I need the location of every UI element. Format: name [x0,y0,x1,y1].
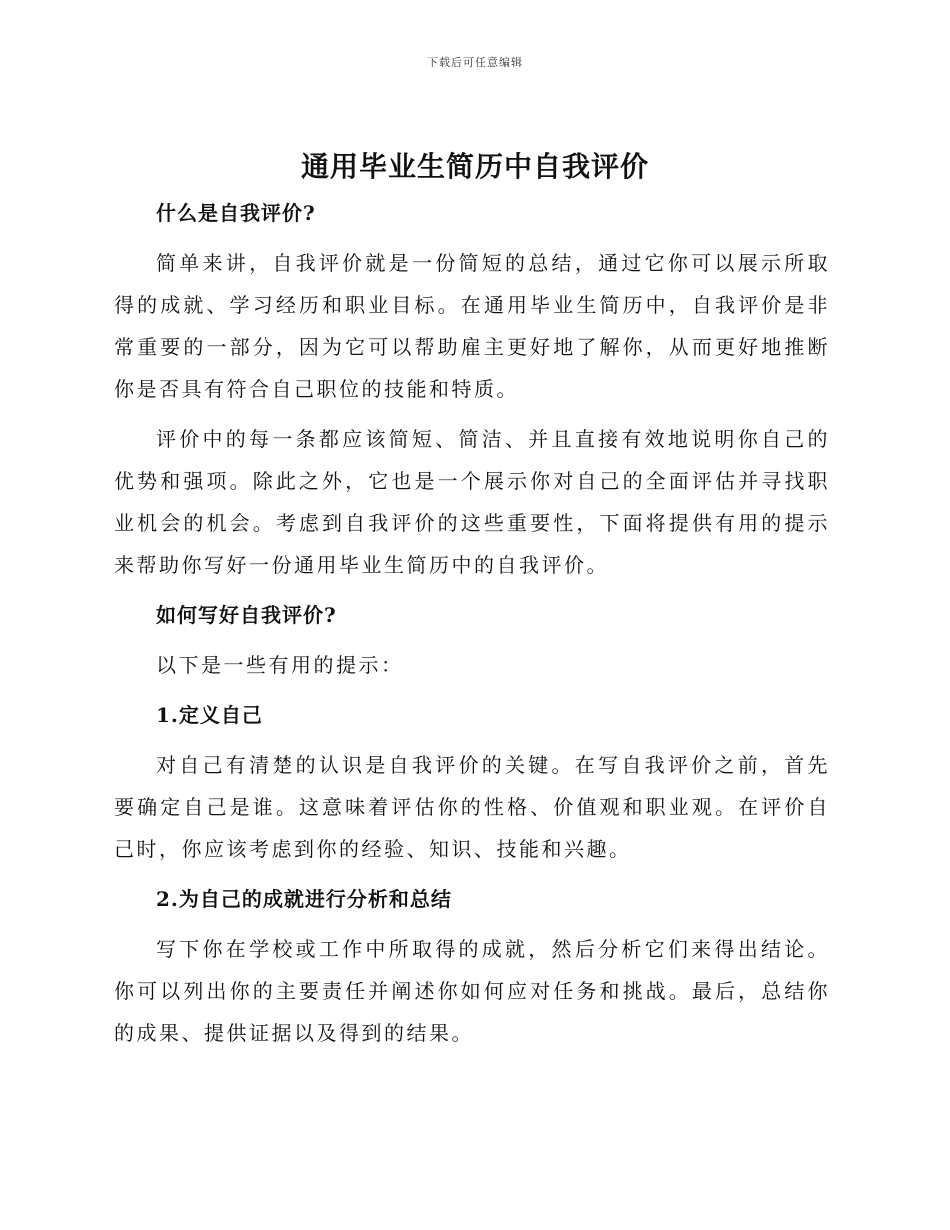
paragraph-definition: 简单来讲，自我评价就是一份简短的总结，通过它你可以展示所取得的成就、学习经历和职业目标。在通用毕业生简历中，自我评价是非常重要的一部分，因为它可以帮助雇主更好地了解你，从而更好地推断你是否具有符合自己职位的技能和特质。 [114,251,830,401]
paragraph-tips-intro: 以下是一些有用的提示： [156,653,404,677]
document-body [114,192,830,1062]
tip-heading-define-yourself: 1.定义自己 [156,703,263,727]
document-title: 通用毕业生简历中自我评价 [300,150,649,183]
tip-heading-analyze-achievements: 2.为自己的成就进行分析和总结 [156,887,452,911]
tip-body-analyze-achievements: 写下你在学校或工作中所取得的成就，然后分析它们来得出结论。你可以列出你的主要责任并阐述你如何应对任务和挑战。最后，总结你的成果、提供证据以及得到的结果。 [114,937,830,1045]
tip-body-define-yourself: 对自己有清楚的认识是自我评价的关键。在写自我评价之前，首先要确定自己是谁。这意味着评估你的性格、价值观和职业观。在评价自己时，你应该考虑到你的经验、知识、技能和兴趣。 [114,753,830,861]
section-heading-how-to: 如何写好自我评价? [156,603,337,627]
page-header-note: 下载后可任意编辑 [427,56,523,69]
paragraph-importance: 评价中的每一条都应该简短、简洁、并且直接有效地说明你自己的优势和强项。除此之外，它也是一个展示你对自己的全面评估并寻找职业机会的机会。考虑到自我评价的这些重要性，下面将提供有用的提示来帮助你写好一份通用毕业生简历中的自我评价。 [114,427,830,577]
section-heading-what-is: 什么是自我评价? [156,201,316,225]
